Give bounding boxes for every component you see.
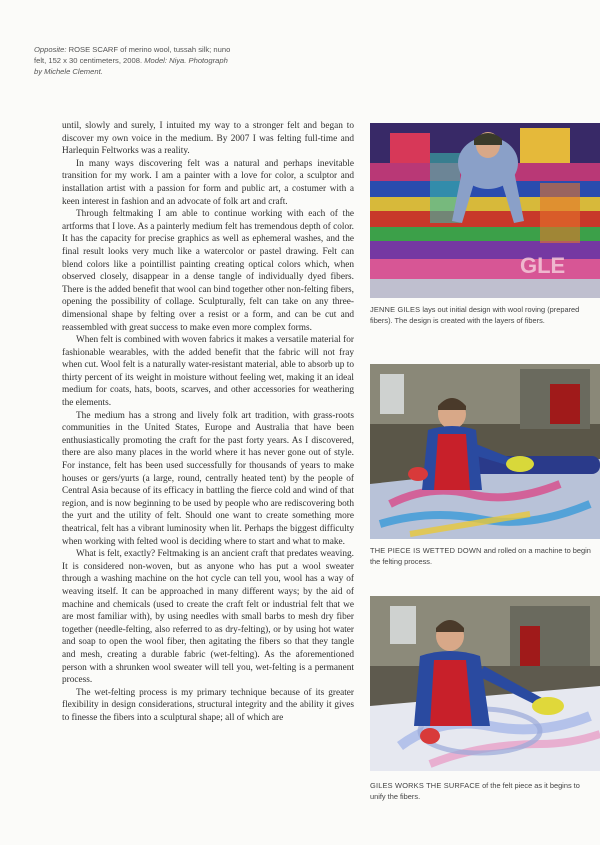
paragraph: Through feltmaking I am able to continue working with each of the artforms that I love. As a painterly medium felt has tremendous depth of color. It has the capacity for precise graphics as well as ephemeral washes, and the final result looks very much like a watercolor or pastel drawing. Felt can blend colors like a pointillist painting creating optical colors which, when observed closely, disappear in a dense tangle of individually dyed fibers. There is the added benefit that wool can bind together other non-felting fibers, opening the possibility of collage. Sculpturally, felt can take on any three-dimensional shape by felting over a resist or a form, and can be cut and reassembled with great success to make even more complex forms. [62, 209, 355, 333]
paragraph: What is felt, exactly? Feltmaking is an ancient craft that predates weaving. It is considered non-woven, but as anyone who has put a wool sweater through a washing machine on the hot cycle can tell you, wool has a way of weaving itself. It can be approached in many different ways; by the aid of machine and chemicals (used to create the craft felt or industrial felt that we are most familiar with), by using needles with small barbs to mesh dry fiber together (needle-felting, also referred to as dry-felting), or by using hot water and soap to open the wool fiber, then agitating the fibers so that they tangle and mesh, creating a durable fabric (wet-felting). As the aforementioned person with a shrunken wool sweater will tell you, wet-felting is a permanent process. [62, 549, 354, 686]
photo-caption [370, 305, 592, 326]
caption-lead: GILES WORKS THE SURFACE [370, 781, 481, 790]
paragraph: until, slowly and surely, I intuited my way to a stronger felt and began to discover my own voice in the medium. By 2007 I was felting full-time and Harlequin Feltworks was a reality. [62, 121, 354, 157]
caption-rest: and rolled on a machine to begin the felting process. [370, 546, 591, 566]
paragraph: In many ways discovering felt was a natural and perhaps inevitable transition for my work. I am a painter with a love for color, a sculptor and installation artist with a passion for form and public art, a costumer with a keen interest in fashion and an advocate of folk art and craft. [62, 158, 354, 207]
felt-layout-photo [370, 123, 600, 298]
felt-rolling-photo [370, 364, 600, 539]
opposite-caption [34, 44, 234, 77]
caption-lead: JENNE GILES [370, 305, 421, 314]
photo-caption [370, 781, 592, 802]
caption-credit: Photograph by Michele Clement. [34, 56, 228, 76]
caption-title: ROSE SCARF [68, 45, 119, 54]
article-body [62, 120, 354, 725]
caption-model: Model: Niya. [144, 56, 187, 65]
caption-label: Opposite: [34, 45, 67, 54]
photo-caption [370, 546, 592, 567]
paragraph: The wet-felting process is my primary technique because of its greater flexibility in design considerations, structural integrity and the ability it gives to finesse the fibers into a sculptural shape; all of which are [62, 687, 354, 723]
paragraph: The medium has a strong and lively folk art tradition, with grass-roots communities in the United States, Europe and Australia that have been enthusiastically promoting the craft for the past forty years. As I discovered, there are also many places in the world where it has never gone out of style. For instance, felt has been used successfully for thousands of years to make houses or gers/yurts (a large, round, centrally heated tent) by the people of Central Asia because of its efficacy in battling the fierce cold and wind of that region, and is now beginning to be used by people who are rediscovering both the yurt and the utility of felt. Should one want to create something more theatrical, felt has a vibrant luminosity when lit. Perhaps the biggest difficulty when working with felted wool is deciding where to start and what to make. [62, 410, 354, 547]
caption-rest: of the felt piece as it begins to unify the fibers. [370, 781, 580, 801]
paragraph: When felt is combined with woven fabrics it makes a versatile material for fashionable wearables, with the added benefit that the fabric will not fray when cut. Wool felt is a naturally water-resistant material, able to absorb up to thirty percent of its weight in moisture without feeling wet, making it an ideal medium for coats, hats, boots, scarves, and other accessories for weathering the elements. [62, 335, 354, 409]
caption-text: of merino wool, tussah silk; nuno felt, 152 x 30 centimeters, 2008. [34, 45, 231, 65]
caption-rest: lays out initial design with wool roving (prepared fibers). The design is created with the layers of fibers. [370, 305, 580, 325]
felt-surface-photo [370, 596, 600, 771]
caption-lead: THE PIECE IS WETTED DOWN [370, 546, 482, 555]
svg-text:GLE: GLE [520, 253, 566, 278]
